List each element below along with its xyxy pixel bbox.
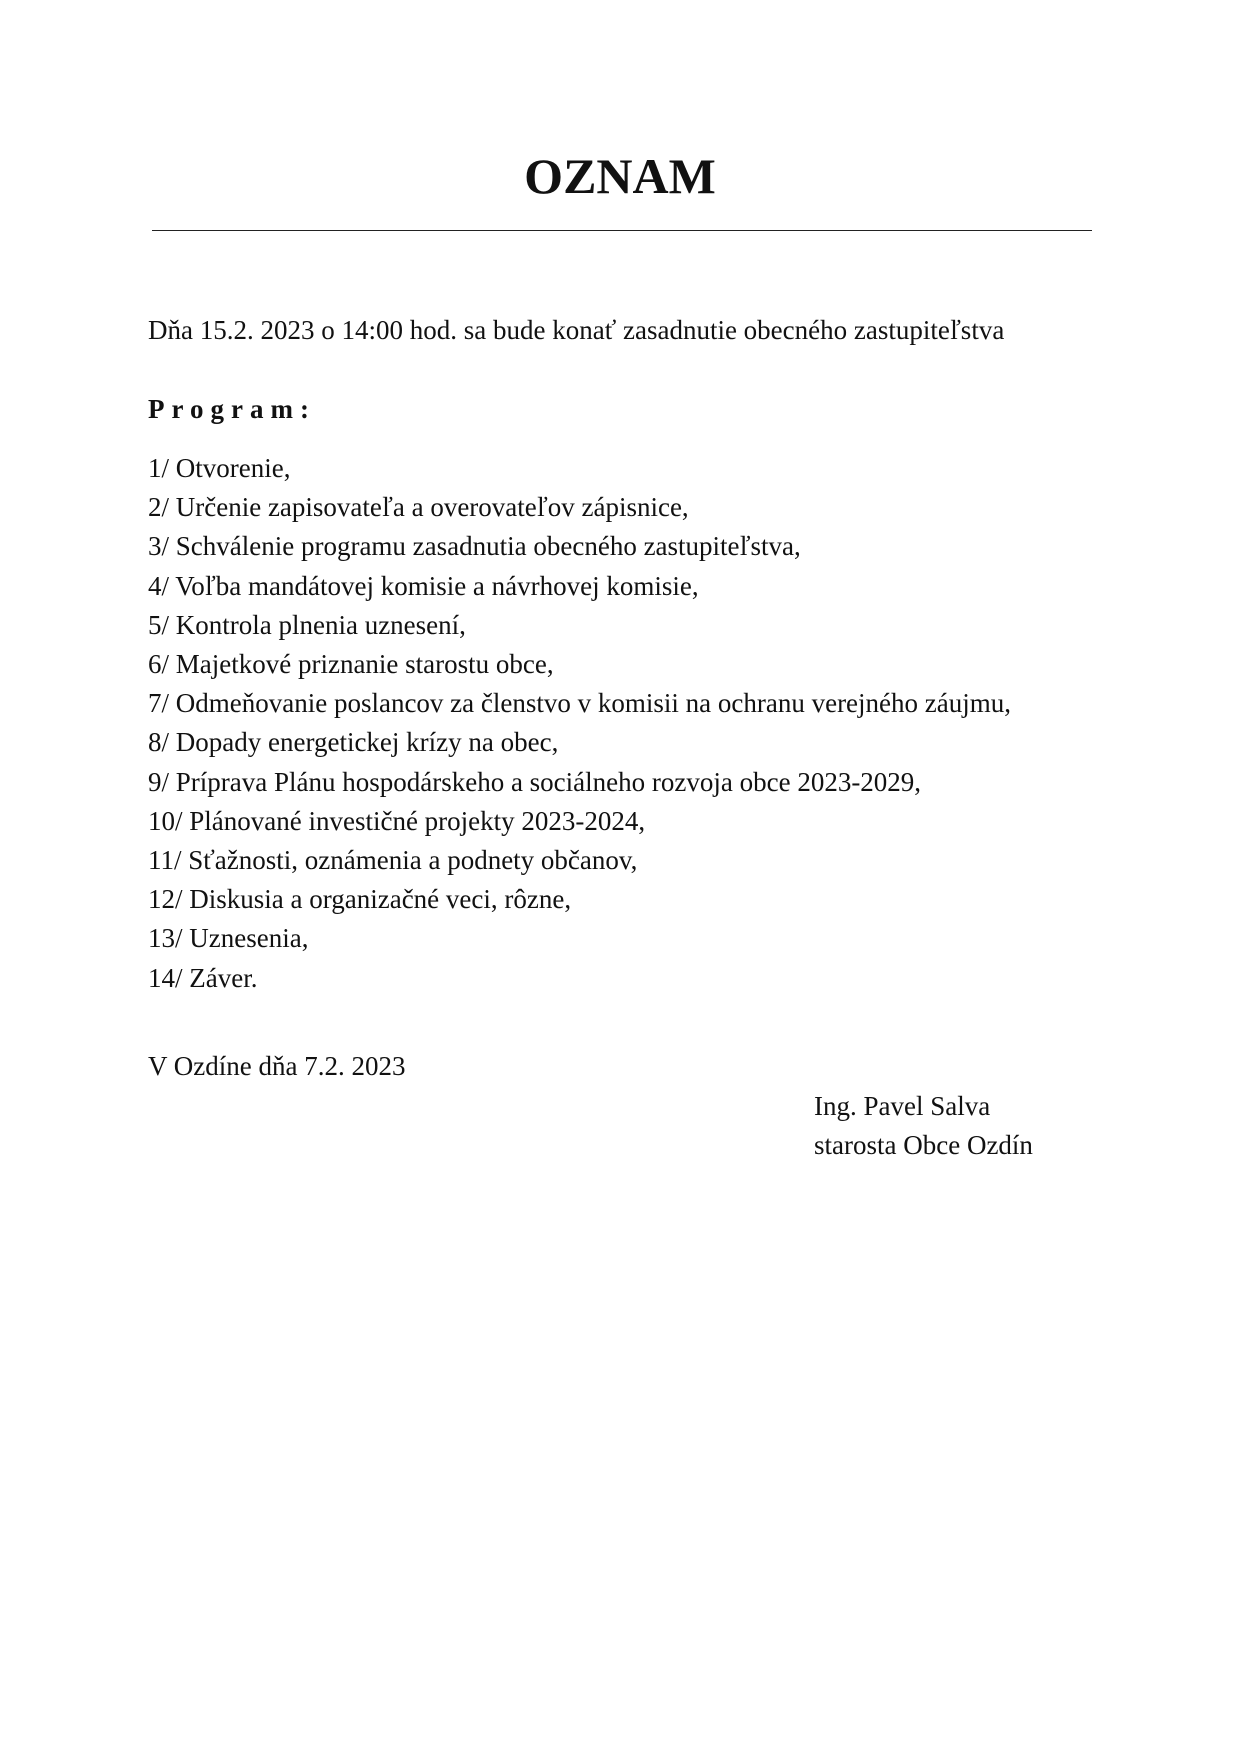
signatory-name: Ing. Pavel Salva	[814, 1091, 991, 1121]
program-item: 13/ Uznesenia,	[148, 923, 309, 954]
meeting-announcement: Dňa 15.2. 2023 o 14:00 hod. sa bude konať zasadnutie obecného zastupiteľstva	[148, 315, 1005, 345]
program-item: 4/ Voľba mandátovej komisie a návrhovej komisie,	[148, 570, 699, 601]
program-list	[148, 449, 1011, 998]
program-item: 12/ Diskusia a organizačné veci, rôzne,	[148, 884, 572, 915]
program-item: 5/ Kontrola plnenia uznesení,	[148, 609, 466, 640]
program-item: 3/ Schválenie programu zasadnutia obecného zastupiteľstva,	[148, 531, 801, 562]
program-heading: Program:	[148, 394, 316, 424]
program-item: 10/ Plánované investičné projekty 2023-2024,	[148, 805, 646, 836]
program-item: 6/ Majetkové priznanie starostu obce,	[148, 649, 554, 680]
program-item: 11/ Sťažnosti, oznámenia a podnety občanov,	[148, 845, 638, 876]
program-item: 1/ Otvorenie,	[148, 453, 291, 483]
program-item: 2/ Určenie zapisovateľa a overovateľov zápisnice,	[148, 492, 689, 523]
program-item: 8/ Dopady energetickej krízy na obec,	[148, 727, 559, 758]
title-underline	[152, 230, 1092, 231]
signature-block	[814, 1087, 1033, 1165]
program-item: 9/ Príprava Plánu hospodárskeho a sociálneho rozvoja obce 2023-2029,	[148, 766, 922, 797]
signatory-role: starosta Obce Ozdín	[814, 1130, 1033, 1160]
place-and-date: V Ozdíne dňa 7.2. 2023	[148, 1051, 406, 1081]
page-title: OZNAM	[524, 148, 716, 204]
program-item: 14/ Záver.	[148, 962, 258, 993]
program-item: 7/ Odmeňovanie poslancov za členstvo v komisii na ochranu verejného záujmu,	[148, 688, 1011, 719]
